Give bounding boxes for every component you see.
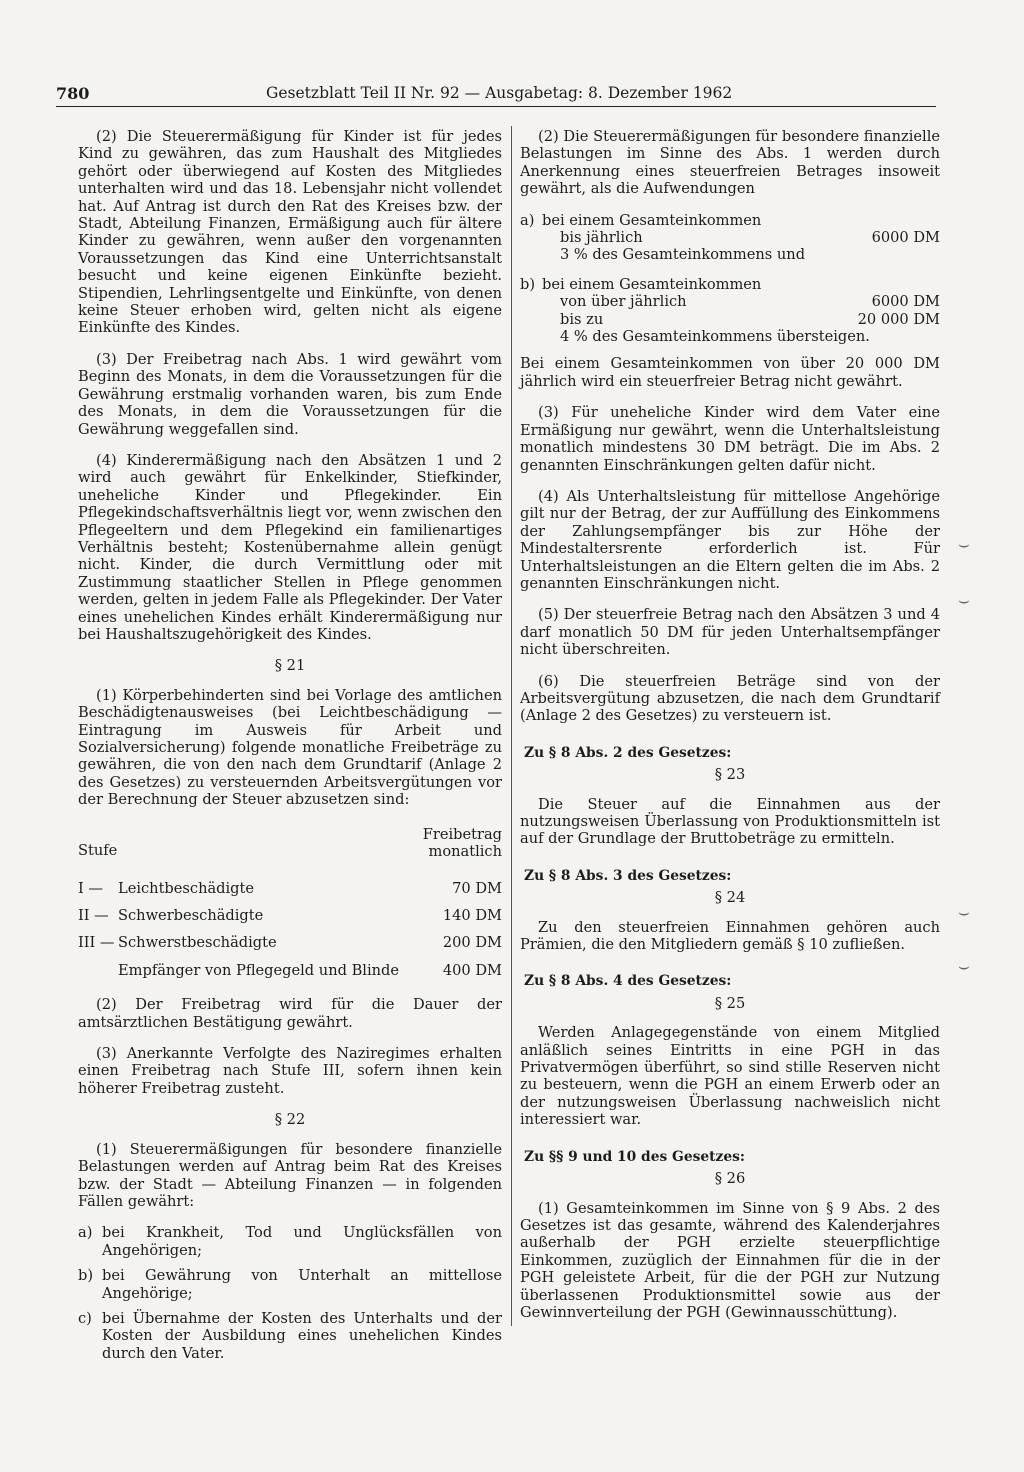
margin-pencil-mark: ⌣ — [958, 590, 970, 611]
table-header-stufe: Stufe — [78, 842, 118, 860]
paragraph: (6) Die steuerfreien Beträge sind von der Arbeitsvergütung abzusetzen, die nach dem Grundtarif (Anlage 2 des Gesetzes) zu versteuern ist. — [520, 672, 940, 725]
list-item-text: bei Übernahme der Kosten des Unterhalts und der Kosten der Ausbildung eines unehelichen Kindes durch den Vater. — [102, 1309, 502, 1362]
limit-amount: 6000 DM — [871, 293, 940, 311]
stufe-number: III — — [78, 934, 115, 952]
paragraph: (1) Gesamteinkommen im Sinne von § 9 Abs. 2 des Gesetzes ist das gesamte, während des Kalenderjahres außerhalb der PGH erzielte steuerpflichtige Einkommen, zuzüglich der Einnahmen für die in der PGH geleistete Arbeit, für die der PGH zur Nutzung überlassenen Produktionsmittel sowie aus der Gewinnverteilung der PGH (Gewinnausschüttung). — [520, 1199, 940, 1321]
stufe-amount: 140 DM — [442, 907, 502, 925]
section-heading: § 21 — [274, 657, 306, 675]
limit-text: bei einem Gesamteinkommen — [542, 275, 762, 293]
stufe-label: Empfänger von Pflegegeld und Blinde — [118, 961, 400, 979]
income-limits — [520, 212, 940, 346]
paragraph: (1) Körperbehinderten sind bei Vorlage des amtlichen Beschädigtenausweises (bei Leichtbeschädigung — Eintragung im Ausweis für Arbeit und Sozialversicherung) folgende monatliche Freibeträge zu gewähren, die von den nach dem Grundtarif (Anlage 2 des Gesetzes) zu versteuernden Arbeitsvergütungen vor der Berechnung der Steuer abzusetzen sind: — [78, 686, 502, 809]
limit-label-b: b) — [520, 275, 536, 293]
reference-heading: Zu § 8 Abs. 2 des Gesetzes: — [524, 744, 732, 761]
table-row — [78, 931, 502, 958]
list-item-label: a) — [78, 1224, 93, 1242]
margin-pencil-mark: ⌣ — [958, 956, 970, 977]
list-item — [78, 1310, 502, 1362]
reference-heading: Zu § 8 Abs. 4 des Gesetzes: — [524, 973, 732, 990]
paragraph: Die Steuer auf die Einnahmen aus der nutzungsweisen Überlassung von Produktionsmitteln ist auf der Grundlage der Bruttobeträge zu ermitteln. — [520, 795, 940, 848]
limit-amount: 20 000 DM — [857, 310, 940, 328]
stufe-number: II — — [78, 907, 109, 925]
paragraph: Bei einem Gesamteinkommen von über 20 000 DM jährlich wird ein steuerfreier Betrag nicht gewährt. — [520, 355, 940, 390]
margin-pencil-mark: ⌣ — [958, 534, 970, 555]
column-divider — [511, 126, 512, 1326]
right-column — [520, 128, 940, 1335]
stufe-label: Schwerbeschädigte — [118, 907, 264, 925]
paragraph: (5) Der steuerfreie Betrag nach den Absätzen 3 und 4 darf monatlich 50 DM für jeden Unterhaltsempfänger nicht überschreiten. — [520, 606, 940, 659]
limit-label-a: a) — [520, 211, 535, 229]
case-list — [78, 1224, 502, 1362]
list-item-text: bei Krankheit, Tod und Unglücksfällen von Angehörigen; — [102, 1224, 502, 1259]
paragraph: (3) Für uneheliche Kinder wird dem Vater eine Ermäßigung nur gewährt, wenn die Unterhaltsleistung monatlich mindestens 30 DM beträgt. Die im Abs. 2 genannten Einschränkungen gelten dafür nicht. — [520, 404, 940, 474]
paragraph: (4) Kinderermäßigung nach den Absätzen 1 und 2 wird auch gewährt für Enkelkinder, Stiefkinder, uneheliche Kinder und Pflegekinder. Ein Pflegekindschaftsverhältnis liegt vor, wenn zwischen den Pflegeeltern und dem Pflegekind ein familienartiges Verhältnis besteht; Kostenübernahme allein genügt nicht. Kinder, die durch Vermittlung oder mit Zustimmung staatlicher Stellen in Pflege genommen werden, gelten in jedem Falle als Pflegekinder. Der Vater eines unehelichen Kindes erhält Kinderermäßigung nur bei Haushaltszugehörigkeit des Kindes. — [78, 451, 502, 643]
header-freibetrag: Freibetrag — [422, 825, 502, 843]
stufe-label: Schwerstbeschädigte — [118, 934, 277, 952]
section-heading: § 22 — [274, 1111, 306, 1129]
paragraph: (2) Der Freibetrag wird für die Dauer der amtsärztlichen Bestätigung gewährt. — [78, 996, 502, 1031]
stufe-amount: 70 DM — [452, 879, 502, 897]
section-heading: § 23 — [714, 766, 746, 784]
table-row — [78, 877, 502, 904]
table-header-freibetrag — [422, 823, 502, 867]
freibetrag-table — [78, 823, 502, 987]
paragraph: Werden Anlagegegenstände von einem Mitglied anläßlich seines Eintritts in eine PGH in das Privatvermögen überführt, so sind stille Reserven nicht zu besteuern, wenn die PGH an einem Erwerb oder an der nutzungsweisen Überlassung nachweislich nicht interessiert war. — [520, 1024, 940, 1129]
section-heading: § 25 — [714, 994, 746, 1012]
list-item-label: c) — [78, 1309, 92, 1327]
reference-heading: Zu § 8 Abs. 3 des Gesetzes: — [524, 867, 732, 884]
list-item — [78, 1267, 502, 1302]
paragraph: (1) Steuerermäßigungen für besondere finanzielle Belastungen werden auf Antrag beim Rat des Kreises bzw. der Stadt — Abteilung Finanzen — in folgenden Fällen gewährt: — [78, 1140, 502, 1210]
header-monatlich: monatlich — [428, 842, 502, 860]
limit-text: bis jährlich — [560, 229, 643, 247]
section-heading: § 26 — [714, 1170, 746, 1188]
limit-text: 4 % des Gesamteinkommens übersteigen. — [560, 328, 870, 346]
stufe-label: Leichtbeschädigte — [118, 879, 255, 897]
list-item-label: b) — [78, 1267, 94, 1285]
paragraph: Zu den steuerfreien Einnahmen gehören auch Prämien, die den Mitgliedern gemäß § 10 zufließen. — [520, 918, 940, 954]
stufe-number — [78, 959, 118, 986]
stufe-amount: 200 DM — [442, 934, 502, 952]
list-item — [78, 1224, 502, 1259]
table-row — [78, 904, 502, 931]
stufe-number: I — — [78, 879, 103, 897]
header-rule — [56, 106, 936, 107]
reference-heading: Zu §§ 9 und 10 des Gesetzes: — [524, 1148, 746, 1165]
table-header-row — [78, 823, 502, 867]
paragraph: (4) Als Unterhaltsleistung für mittellose Angehörige gilt nur der Betrag, der zur Auffüllung des Einkommens der Zahlungsempfänger bis zur Höhe der Mindestaltersrente erforderlich ist. Für Unterhaltsleistungen an die Eltern gelten die im Abs. 2 genannten Einschränkungen nicht. — [520, 487, 940, 592]
gazette-title: Gesetzblatt Teil II Nr. 92 — Ausgabetag: 8. Dezember 1962 — [266, 84, 733, 102]
table-row — [78, 959, 502, 986]
section-heading: § 24 — [714, 889, 746, 907]
stufe-amount: 400 DM — [442, 961, 502, 979]
limit-text: von über jährlich — [560, 293, 687, 311]
limit-text: 3 % des Gesamteinkommens und — [560, 246, 806, 264]
paragraph: (2) Die Steuerermäßigungen für besondere finanzielle Belastungen im Sinne des Abs. 1 werden durch Anerkennung eines steuerfreien Betrages insoweit gewährt, als die Aufwendungen — [520, 128, 940, 198]
list-item-text: bei Gewährung von Unterhalt an mittellose Angehörige; — [102, 1267, 502, 1302]
limit-text: bis zu — [560, 310, 604, 328]
margin-pencil-mark: ⌣ — [958, 902, 970, 923]
left-column — [78, 128, 502, 1376]
page-number: 780 — [56, 84, 90, 103]
limit-amount: 6000 DM — [871, 229, 940, 247]
paragraph: (3) Der Freibetrag nach Abs. 1 wird gewährt vom Beginn des Monats, in dem die Voraussetzungen für die Gewährung erstmalig vorhanden waren, bis zum Ende des Monats, in dem die Voraussetzungen für die Gewährung weggefallen sind. — [78, 350, 502, 438]
limit-text: bei einem Gesamteinkommen — [542, 211, 762, 229]
paragraph: (2) Die Steuerermäßigung für Kinder ist für jedes Kind zu gewähren, das zum Haushalt des Mitgliedes gehört oder überwiegend auf Kosten des Mitgliedes unterhalten wird und das 18. Lebensjahr nicht vollendet hat. Auf Antrag ist durch den Rat des Kreises bzw. der Stadt, Abteilung Finanzen, Ermäßigung auch für ältere Kinder zu gewähren, wenn außer den vorgenannten Voraussetzungen das Kind eine Unterrichtsanstalt besucht und keine eigenen Einkünfte bezieht. Stipendien, Lehrlingsentgelte und Einkünfte, von denen keine Steuer erhoben wird, gelten nicht als eigene Einkünfte des Kindes. — [78, 128, 502, 337]
paragraph: (3) Anerkannte Verfolgte des Naziregimes erhalten einen Freibetrag nach Stufe III, sofern ihnen kein höherer Freibetrag zusteht. — [78, 1045, 502, 1097]
